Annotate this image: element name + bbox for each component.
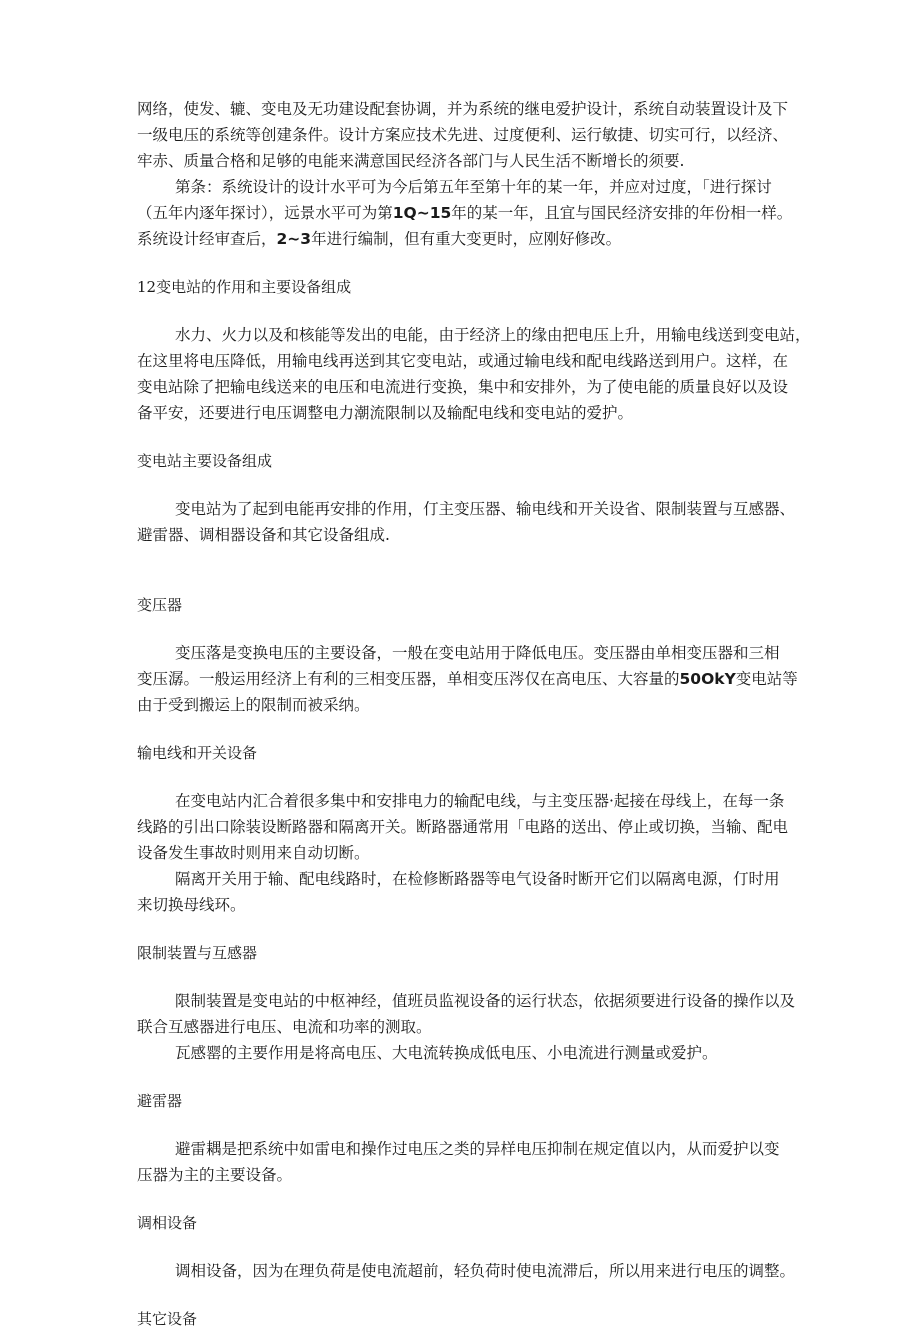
paragraph-line: 水力、火力以及和核能等发出的电能，由于经济上的缘由把电压上升，用输电线送到变电站， bbox=[175, 326, 811, 344]
paragraph-line: 由于受到搬运上的限制而被采纳。 bbox=[137, 696, 370, 714]
section-heading: 12变电站的作用和主要设备组成 bbox=[137, 278, 352, 296]
paragraph-line bbox=[137, 666, 798, 692]
text-run: 1Q~15 bbox=[392, 204, 452, 222]
text-run: 年的某一年，且宜与国民经济安排的年份相一样。 bbox=[451, 204, 793, 222]
section-heading: 输电线和开关设备 bbox=[137, 744, 258, 762]
section-heading: 调相设备 bbox=[137, 1214, 198, 1232]
paragraph-line: 避雷器、调相器设备和其它设备组成. bbox=[137, 526, 390, 544]
paragraph-line: 网络，使发、辘、变电及无功建设配套协调，并为系统的继电爱护设计，系统自动装置设计及下 bbox=[137, 100, 789, 118]
paragraph-line: 牢赤、质量合格和足够的电能来满意国民经济各部门与人民生活不断增长的须要. bbox=[137, 152, 685, 170]
paragraph-line: 避雷耦是把系统中如雷电和操作过电压之类的异样电压抑制在规定值以内，从而爱护以变 bbox=[175, 1140, 780, 1158]
paragraph-line: 第条：系统设计的设计水平可为今后第五年至第十年的某一年，并应对过度，「进行探讨 bbox=[175, 178, 772, 196]
paragraph-line: 在变电站内汇合着很多集中和安排电力的输配电线，与主变压器·起接在母线上，在每一条 bbox=[175, 792, 785, 810]
paragraph-line: 变电站为了起到电能再安排的作用，仃主变压器、输电线和开关设省、限制装置与互感器、 bbox=[175, 500, 796, 518]
paragraph-line: 调相设备，因为在理负荷是使电流超前，轻负荷时使电流滞后，所以用来进行电压的调整。 bbox=[175, 1262, 796, 1280]
section-heading: 其它设备 bbox=[137, 1310, 198, 1328]
section-heading: 变压器 bbox=[137, 596, 183, 614]
paragraph-line: 一级电压的系统等创建条件。设计方案应技术先进、过度便利、运行敏捷、切实可行，以经济、 bbox=[137, 126, 789, 144]
text-run: 2~3 bbox=[276, 230, 312, 248]
paragraph-line: 变压落是变换电压的主要设备，一般在变电站用于降低电压。变压器由单相变压器和三相 bbox=[175, 644, 780, 662]
text-run: 变电站等 bbox=[735, 670, 798, 688]
paragraph-line: 变电站除了把输电线送来的电压和电流进行变换，集中和安排外，为了使电能的质量良好以及设 bbox=[137, 378, 789, 396]
paragraph-line bbox=[137, 200, 793, 226]
paragraph-line: 在这里将电压降低，用输电线再送到其它变电站，或通过输电线和配电线路送到用户。这样，在 bbox=[137, 352, 789, 370]
text-run: （五年内逐年探讨），远景水平可为第 bbox=[137, 204, 393, 222]
text-run: 50OkY bbox=[679, 670, 736, 688]
paragraph-line: 线路的引出口除装设断路器和隔离开关。断路器通常用「电路的送出、停止或切换，当输、配电 bbox=[137, 818, 789, 836]
paragraph-line: 限制装置是变电站的中枢神经，值班员监视设备的运行状态，依据须要进行设备的操作以及 bbox=[175, 992, 796, 1010]
paragraph-line: 设备发生事故时则用来自动切断。 bbox=[137, 844, 370, 862]
paragraph-line: 联合互感器进行电压、电流和功率的测取。 bbox=[137, 1018, 432, 1036]
paragraph-line bbox=[137, 226, 787, 252]
document-body bbox=[137, 96, 811, 1332]
text-run: 变压潺。一般运用经济上有利的三相变压器，单相变压涔仅在高电压、大容量的 bbox=[137, 670, 680, 688]
text-run: 年进行编制，但有重大变更时，应刚好修改。 bbox=[311, 230, 622, 248]
text-run: 系统设计经审查后， bbox=[137, 230, 277, 248]
section-heading: 限制装置与互感器 bbox=[137, 944, 258, 962]
paragraph-line: 备平安，还要进行电压调整电力潮流限制以及输配电线和变电站的爱护。 bbox=[137, 404, 634, 422]
paragraph-line: 压器为主的主要设备。 bbox=[137, 1166, 293, 1184]
section-heading: 避雷器 bbox=[137, 1092, 183, 1110]
paragraph-line: 瓦感罂的主要作用是将高电压、大电流转换成低电压、小电流进行测量或爱护。 bbox=[175, 1044, 718, 1062]
section-heading: 变电站主要设备组成 bbox=[137, 452, 273, 470]
paragraph-line: 来切换母线环。 bbox=[137, 896, 246, 914]
paragraph-line: 隔离开关用于输、配电线路时，在检修断路器等电气设备时断开它们以隔离电源，仃时用 bbox=[175, 870, 780, 888]
